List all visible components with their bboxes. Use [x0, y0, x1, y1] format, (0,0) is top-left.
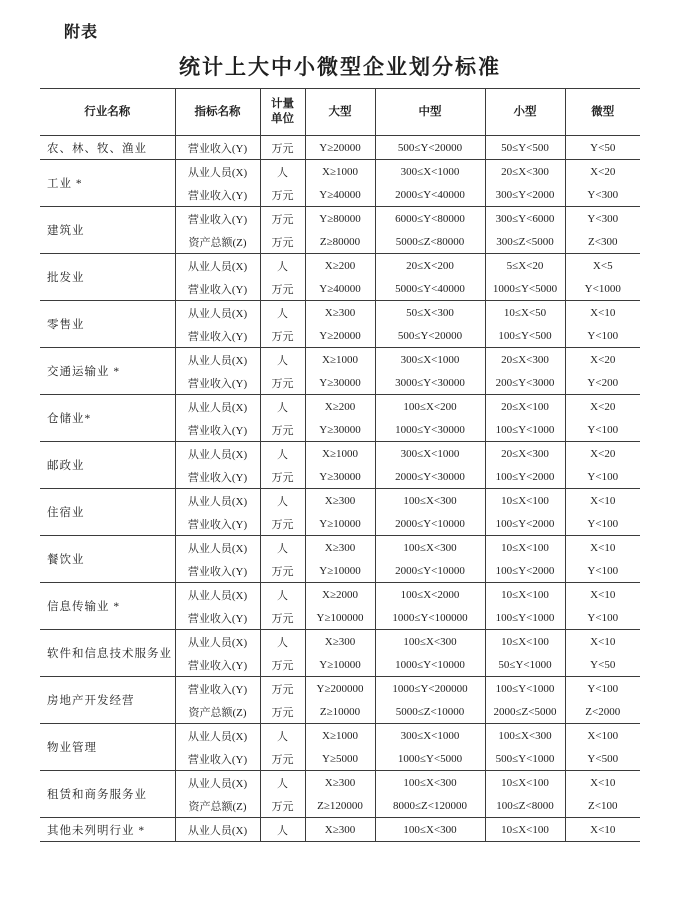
micro-cell: Y<500	[565, 747, 640, 771]
indicator-cell: 营业收入(Y)	[175, 277, 260, 301]
micro-cell: Y<1000	[565, 277, 640, 301]
indicator-cell: 从业人员(X)	[175, 536, 260, 560]
table-row	[40, 442, 640, 466]
micro-cell: X<10	[565, 536, 640, 560]
unit-cell: 万元	[260, 371, 305, 395]
small-cell: 20≤X<300	[485, 442, 565, 466]
small-cell: 5≤X<20	[485, 254, 565, 278]
unit-cell: 人	[260, 489, 305, 513]
medium-cell: 100≤X<300	[375, 818, 485, 842]
medium-cell: 300≤X<1000	[375, 724, 485, 748]
table-row	[40, 818, 640, 842]
indicator-cell: 营业收入(Y)	[175, 465, 260, 489]
indicator-cell: 从业人员(X)	[175, 630, 260, 654]
indicator-cell: 从业人员(X)	[175, 348, 260, 372]
indicator-cell: 资产总额(Z)	[175, 700, 260, 724]
table-row	[40, 489, 640, 513]
large-cell: X≥200	[305, 254, 375, 278]
indicator-cell: 营业收入(Y)	[175, 324, 260, 348]
large-cell: X≥1000	[305, 442, 375, 466]
unit-cell: 万元	[260, 512, 305, 536]
indicator-cell: 营业收入(Y)	[175, 747, 260, 771]
large-cell: X≥300	[305, 536, 375, 560]
large-cell: X≥1000	[305, 724, 375, 748]
large-cell: Y≥30000	[305, 465, 375, 489]
small-cell: 500≤Y<1000	[485, 747, 565, 771]
large-cell: Y≥30000	[305, 371, 375, 395]
indicator-cell: 营业收入(Y)	[175, 653, 260, 677]
unit-cell: 万元	[260, 230, 305, 254]
large-cell: Z≥80000	[305, 230, 375, 254]
micro-cell: X<10	[565, 583, 640, 607]
small-cell: 50≤Y<500	[485, 136, 565, 160]
micro-cell: X<10	[565, 771, 640, 795]
indicator-cell: 营业收入(Y)	[175, 183, 260, 207]
micro-cell: Y<100	[565, 324, 640, 348]
large-cell: Y≥20000	[305, 136, 375, 160]
medium-cell: 100≤X<300	[375, 489, 485, 513]
small-cell: 100≤Y<2000	[485, 559, 565, 583]
industry-name-cell: 餐饮业	[40, 536, 175, 583]
indicator-cell: 资产总额(Z)	[175, 230, 260, 254]
indicator-cell: 营业收入(Y)	[175, 512, 260, 536]
micro-cell: Z<100	[565, 794, 640, 818]
small-cell: 10≤X<100	[485, 536, 565, 560]
medium-cell: 5000≤Z<80000	[375, 230, 485, 254]
micro-cell: Y<100	[565, 512, 640, 536]
medium-cell: 3000≤Y<30000	[375, 371, 485, 395]
table-row	[40, 136, 640, 160]
column-header-5: 中型	[375, 89, 485, 136]
large-cell: X≥300	[305, 818, 375, 842]
large-cell: X≥1000	[305, 348, 375, 372]
industry-name-cell: 建筑业	[40, 207, 175, 254]
table-row	[40, 724, 640, 748]
unit-cell: 万元	[260, 677, 305, 701]
large-cell: Y≥10000	[305, 653, 375, 677]
large-cell: X≥200	[305, 395, 375, 419]
small-cell: 10≤X<100	[485, 771, 565, 795]
large-cell: Y≥200000	[305, 677, 375, 701]
indicator-cell: 从业人员(X)	[175, 254, 260, 278]
medium-cell: 1000≤Y<30000	[375, 418, 485, 442]
medium-cell: 1000≤Y<10000	[375, 653, 485, 677]
micro-cell: X<10	[565, 301, 640, 325]
industry-name-cell: 零售业	[40, 301, 175, 348]
small-cell: 10≤X<100	[485, 630, 565, 654]
large-cell: Y≥5000	[305, 747, 375, 771]
unit-cell: 万元	[260, 136, 305, 160]
small-cell: 10≤X<100	[485, 583, 565, 607]
micro-cell: Y<100	[565, 559, 640, 583]
micro-cell: X<20	[565, 442, 640, 466]
micro-cell: X<10	[565, 818, 640, 842]
column-header-2: 指标名称	[175, 89, 260, 136]
industry-name-cell: 租赁和商务服务业	[40, 771, 175, 818]
small-cell: 100≤Y<500	[485, 324, 565, 348]
large-cell: Y≥80000	[305, 207, 375, 231]
unit-cell: 人	[260, 630, 305, 654]
table-row	[40, 301, 640, 325]
large-cell: X≥2000	[305, 583, 375, 607]
indicator-cell: 资产总额(Z)	[175, 794, 260, 818]
unit-cell: 万元	[260, 465, 305, 489]
micro-cell: X<20	[565, 160, 640, 184]
table-row	[40, 583, 640, 607]
unit-cell: 万元	[260, 653, 305, 677]
small-cell: 10≤X<100	[485, 818, 565, 842]
micro-cell: Y<300	[565, 207, 640, 231]
medium-cell: 500≤Y<20000	[375, 136, 485, 160]
medium-cell: 6000≤Y<80000	[375, 207, 485, 231]
small-cell: 10≤X<100	[485, 489, 565, 513]
industry-name-cell: 邮政业	[40, 442, 175, 489]
micro-cell: X<5	[565, 254, 640, 278]
small-cell: 100≤X<300	[485, 724, 565, 748]
micro-cell: Y<100	[565, 677, 640, 701]
indicator-cell: 从业人员(X)	[175, 583, 260, 607]
unit-cell: 人	[260, 395, 305, 419]
industry-name-cell: 物业管理	[40, 724, 175, 771]
medium-cell: 5000≤Z<10000	[375, 700, 485, 724]
small-cell: 100≤Z<8000	[485, 794, 565, 818]
industry-name-cell: 工业 *	[40, 160, 175, 207]
medium-cell: 1000≤Y<200000	[375, 677, 485, 701]
indicator-cell: 营业收入(Y)	[175, 559, 260, 583]
unit-cell: 万元	[260, 207, 305, 231]
indicator-cell: 从业人员(X)	[175, 301, 260, 325]
indicator-cell: 营业收入(Y)	[175, 136, 260, 160]
industry-name-cell: 交通运输业 *	[40, 348, 175, 395]
unit-cell: 万元	[260, 794, 305, 818]
small-cell: 100≤Y<1000	[485, 418, 565, 442]
medium-cell: 100≤X<2000	[375, 583, 485, 607]
large-cell: Y≥100000	[305, 606, 375, 630]
unit-cell: 万元	[260, 559, 305, 583]
indicator-cell: 从业人员(X)	[175, 818, 260, 842]
medium-cell: 100≤X<300	[375, 771, 485, 795]
indicator-cell: 营业收入(Y)	[175, 207, 260, 231]
unit-cell: 人	[260, 301, 305, 325]
micro-cell: Y<100	[565, 418, 640, 442]
micro-cell: X<100	[565, 724, 640, 748]
standards-table-body	[40, 136, 640, 842]
table-row	[40, 254, 640, 278]
unit-cell: 万元	[260, 183, 305, 207]
unit-cell: 万元	[260, 324, 305, 348]
large-cell: X≥1000	[305, 160, 375, 184]
medium-cell: 8000≤Z<120000	[375, 794, 485, 818]
medium-cell: 1000≤Y<5000	[375, 747, 485, 771]
large-cell: Z≥10000	[305, 700, 375, 724]
micro-cell: Y<300	[565, 183, 640, 207]
indicator-cell: 从业人员(X)	[175, 395, 260, 419]
small-cell: 100≤Y<1000	[485, 606, 565, 630]
large-cell: Z≥120000	[305, 794, 375, 818]
micro-cell: X<20	[565, 395, 640, 419]
unit-cell: 人	[260, 771, 305, 795]
indicator-cell: 从业人员(X)	[175, 771, 260, 795]
indicator-cell: 营业收入(Y)	[175, 606, 260, 630]
medium-cell: 300≤X<1000	[375, 348, 485, 372]
indicator-cell: 从业人员(X)	[175, 160, 260, 184]
medium-cell: 50≤X<300	[375, 301, 485, 325]
large-cell: Y≥20000	[305, 324, 375, 348]
indicator-cell: 营业收入(Y)	[175, 677, 260, 701]
large-cell: Y≥40000	[305, 183, 375, 207]
small-cell: 100≤Y<2000	[485, 512, 565, 536]
column-header-3: 计量 单位	[260, 89, 305, 136]
medium-cell: 20≤X<200	[375, 254, 485, 278]
column-header-4: 大型	[305, 89, 375, 136]
industry-name-cell: 软件和信息技术服务业	[40, 630, 175, 677]
unit-cell: 人	[260, 160, 305, 184]
small-cell: 300≤Z<5000	[485, 230, 565, 254]
medium-cell: 2000≤Y<30000	[375, 465, 485, 489]
table-row	[40, 630, 640, 654]
unit-cell: 万元	[260, 606, 305, 630]
small-cell: 2000≤Z<5000	[485, 700, 565, 724]
column-header-7: 微型	[565, 89, 640, 136]
micro-cell: Z<2000	[565, 700, 640, 724]
medium-cell: 500≤Y<20000	[375, 324, 485, 348]
large-cell: X≥300	[305, 489, 375, 513]
medium-cell: 5000≤Y<40000	[375, 277, 485, 301]
column-header-1: 行业名称	[40, 89, 175, 136]
annex-label: 附表	[64, 22, 99, 41]
medium-cell: 300≤X<1000	[375, 160, 485, 184]
large-cell: Y≥10000	[305, 559, 375, 583]
unit-cell: 万元	[260, 277, 305, 301]
unit-cell: 人	[260, 818, 305, 842]
industry-name-cell: 信息传输业 *	[40, 583, 175, 630]
unit-cell: 万元	[260, 747, 305, 771]
small-cell: 50≤Y<1000	[485, 653, 565, 677]
large-cell: X≥300	[305, 301, 375, 325]
indicator-cell: 从业人员(X)	[175, 442, 260, 466]
industry-name-cell: 农、林、牧、渔业	[40, 136, 175, 160]
small-cell: 1000≤Y<5000	[485, 277, 565, 301]
large-cell: Y≥10000	[305, 512, 375, 536]
medium-cell: 100≤X<200	[375, 395, 485, 419]
table-row	[40, 677, 640, 701]
small-cell: 100≤Y<1000	[485, 677, 565, 701]
micro-cell: Y<100	[565, 606, 640, 630]
small-cell: 20≤X<100	[485, 395, 565, 419]
unit-cell: 人	[260, 536, 305, 560]
classification-standards-table	[40, 88, 640, 842]
table-row	[40, 771, 640, 795]
industry-name-cell: 房地产开发经营	[40, 677, 175, 724]
micro-cell: X<10	[565, 630, 640, 654]
large-cell: X≥300	[305, 771, 375, 795]
unit-cell: 万元	[260, 700, 305, 724]
small-cell: 100≤Y<2000	[485, 465, 565, 489]
industry-name-cell: 仓储业*	[40, 395, 175, 442]
page-title: 统计上大中小微型企业划分标准	[179, 55, 501, 79]
indicator-cell: 从业人员(X)	[175, 489, 260, 513]
industry-name-cell: 住宿业	[40, 489, 175, 536]
industry-name-cell: 其他未列明行业 *	[40, 818, 175, 842]
standards-table-header-row	[40, 89, 640, 136]
unit-cell: 人	[260, 583, 305, 607]
small-cell: 200≤Y<3000	[485, 371, 565, 395]
industry-name-cell: 批发业	[40, 254, 175, 301]
medium-cell: 2000≤Y<40000	[375, 183, 485, 207]
table-row	[40, 348, 640, 372]
micro-cell: Z<300	[565, 230, 640, 254]
small-cell: 20≤X<300	[485, 160, 565, 184]
medium-cell: 1000≤Y<100000	[375, 606, 485, 630]
medium-cell: 100≤X<300	[375, 630, 485, 654]
micro-cell: Y<100	[565, 465, 640, 489]
large-cell: Y≥40000	[305, 277, 375, 301]
micro-cell: X<10	[565, 489, 640, 513]
small-cell: 10≤X<50	[485, 301, 565, 325]
indicator-cell: 从业人员(X)	[175, 724, 260, 748]
micro-cell: Y<50	[565, 136, 640, 160]
unit-cell: 万元	[260, 418, 305, 442]
unit-cell: 人	[260, 442, 305, 466]
large-cell: X≥300	[305, 630, 375, 654]
indicator-cell: 营业收入(Y)	[175, 371, 260, 395]
small-cell: 300≤Y<6000	[485, 207, 565, 231]
micro-cell: Y<200	[565, 371, 640, 395]
small-cell: 20≤X<300	[485, 348, 565, 372]
micro-cell: X<20	[565, 348, 640, 372]
table-row	[40, 536, 640, 560]
micro-cell: Y<50	[565, 653, 640, 677]
column-header-6: 小型	[485, 89, 565, 136]
medium-cell: 2000≤Y<10000	[375, 559, 485, 583]
medium-cell: 300≤X<1000	[375, 442, 485, 466]
medium-cell: 100≤X<300	[375, 536, 485, 560]
large-cell: Y≥30000	[305, 418, 375, 442]
table-row	[40, 395, 640, 419]
medium-cell: 2000≤Y<10000	[375, 512, 485, 536]
unit-cell: 人	[260, 724, 305, 748]
small-cell: 300≤Y<2000	[485, 183, 565, 207]
indicator-cell: 营业收入(Y)	[175, 418, 260, 442]
table-row	[40, 160, 640, 184]
table-row	[40, 207, 640, 231]
unit-cell: 人	[260, 348, 305, 372]
unit-cell: 人	[260, 254, 305, 278]
